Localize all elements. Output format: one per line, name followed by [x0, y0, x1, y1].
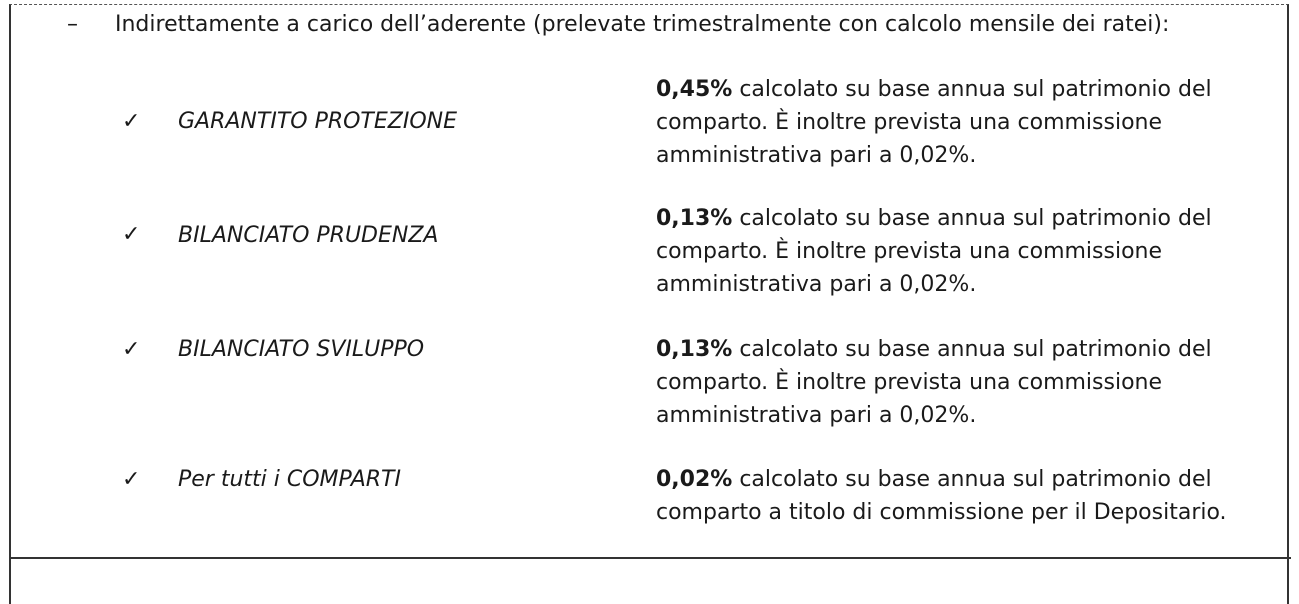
fee-line-1-text: calcolato su base annua sul patrimonio del	[732, 337, 1212, 362]
intro-text: Indirettamente a carico dell’aderente (prelevate trimestralmente con calcolo mensile dei ratei):	[115, 12, 1170, 37]
fee-line-3: amministrativa pari a 0,02%.	[656, 143, 977, 168]
checkmark-icon: ✓	[122, 222, 141, 247]
fee-line-2: comparto. È inoltre prevista una commissione	[656, 110, 1163, 135]
fund-name: BILANCIATO PRUDENZA	[178, 223, 439, 248]
fee-line-1-text: calcolato su base annua sul patrimonio del	[732, 467, 1212, 492]
checkmark-icon: ✓	[122, 109, 141, 134]
fee-line-1	[656, 202, 1256, 235]
fee-line-1-text: calcolato su base annua sul patrimonio del	[732, 77, 1212, 102]
checkmark-icon: ✓	[122, 467, 141, 492]
fee-description	[656, 463, 1256, 529]
fee-rate: 0,02%	[656, 467, 733, 492]
fee-line-2: comparto. È inoltre prevista una commissione	[656, 370, 1163, 395]
fee-line-1	[656, 73, 1256, 106]
fee-rate: 0,13%	[656, 337, 733, 362]
fee-description	[656, 333, 1256, 432]
fee-line-3: amministrativa pari a 0,02%.	[656, 403, 977, 428]
fee-line-3: amministrativa pari a 0,02%.	[656, 272, 977, 297]
fee-line-1-text: calcolato su base annua sul patrimonio del	[732, 206, 1212, 231]
fee-rate: 0,45%	[656, 77, 733, 102]
fee-line-1	[656, 463, 1256, 496]
fee-line-2: comparto. È inoltre prevista una commissione	[656, 239, 1163, 264]
checkmark-icon: ✓	[122, 337, 141, 362]
fund-name: BILANCIATO SVILUPPO	[178, 337, 425, 362]
fund-name: Per tutti i COMPARTI	[178, 467, 401, 492]
fee-description	[656, 202, 1256, 301]
fee-description	[656, 73, 1256, 172]
fee-line-2: comparto a titolo di commissione per il Depositario.	[656, 500, 1227, 525]
fee-line-1	[656, 333, 1256, 366]
table-bottom-border	[9, 557, 1291, 559]
fund-name: GARANTITO PROTEZIONE	[178, 109, 458, 134]
dash-bullet: –	[67, 12, 78, 37]
fee-rate: 0,13%	[656, 206, 733, 231]
